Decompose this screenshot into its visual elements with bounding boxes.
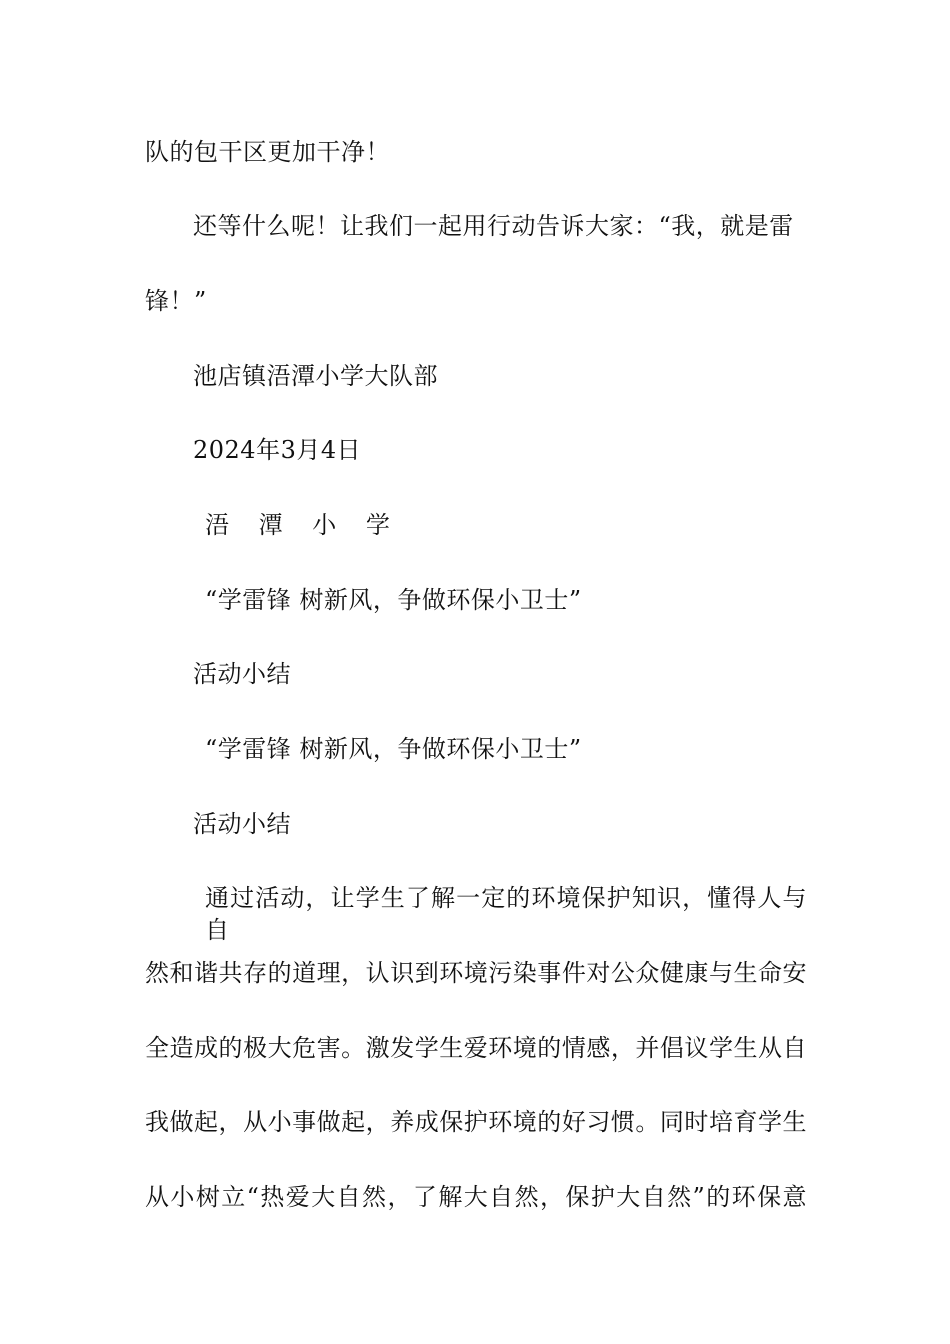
organization-signature: 池店镇浯潭小学大队部 (193, 362, 438, 390)
activity-title-1: “学雷锋 树新风，争做环保小卫士” (205, 586, 582, 614)
activity-summary-label-1: 活动小结 (193, 660, 291, 688)
paragraph-continuation: 队的包干区更加干净！ (145, 138, 390, 166)
school-name-heading: 浯 潭 小 学 (205, 511, 401, 539)
call-to-action-line-2: 锋！” (145, 287, 207, 315)
call-to-action-line-1: 还等什么呢！让我们一起用行动告诉大家：“我，就是雷 (193, 212, 794, 240)
body-line: 然和谐共存的道理，认识到环境污染事件对公众健康与生命安 (145, 959, 807, 987)
body-line: 通过活动，让学生了解一定的环境保护知识，懂得人与自 (205, 884, 807, 944)
body-line: 从小树立“热爱大自然，了解大自然，保护大自然”的环保意 (145, 1183, 807, 1211)
activity-title-2: “学雷锋 树新风，争做环保小卫士” (205, 735, 582, 763)
signature-date: 2024年3月4日 (193, 436, 362, 464)
activity-summary-label-2: 活动小结 (193, 810, 291, 838)
body-line: 我做起，从小事做起，养成保护环境的好习惯。同时培育学生 (145, 1108, 807, 1136)
body-line: 全造成的极大危害。激发学生爱环境的情感，并倡议学生从自 (145, 1034, 807, 1062)
